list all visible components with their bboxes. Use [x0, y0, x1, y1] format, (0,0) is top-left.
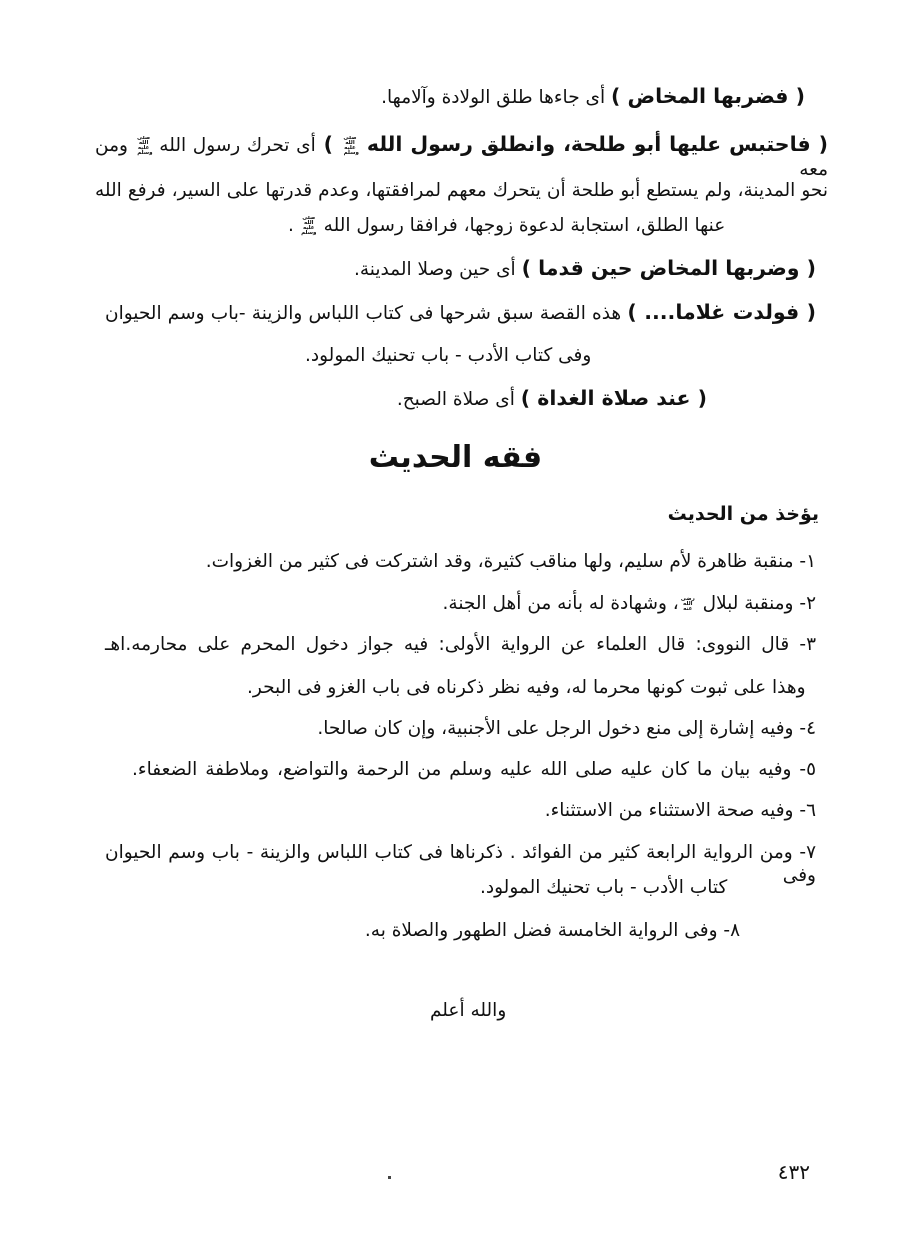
item-text: ٥- وفيه بيان ما كان عليه صلى الله عليه وسلم من الرحمة والتواضع، وملاطفة الضعفاء.: [132, 759, 816, 780]
fiqh-item-2: [443, 592, 816, 615]
commentary-text: ومن معه: [95, 135, 828, 180]
fiqh-item-8: [365, 919, 740, 942]
fiqh-item-3: [105, 633, 816, 656]
commentary-text: أى صلاة الصبح.: [396, 389, 521, 410]
commentary-line-6: [105, 300, 816, 326]
commentary-line-5: [354, 256, 816, 282]
section-heading: فقه الحديث: [368, 440, 543, 475]
section-subtitle: يؤخذ من الحديث: [667, 503, 819, 525]
commentary-line-3: [95, 179, 828, 202]
commentary-text: أى تحرك رسول الله: [152, 135, 316, 156]
lemma-bold-text: ( وضربها المخاض حين قدما ): [521, 256, 816, 280]
item-text: ٣- قال النووى: قال العلماء عن الرواية الأولى: فيه جواز دخول المحرم على محارمه.اهـ: [105, 634, 816, 655]
item-text: ٨- وفى الرواية الخامسة فضل الطهور والصلاة به.: [364, 920, 740, 941]
pbuh-honorific-icon: صلى الله عليه وسلم: [301, 216, 317, 236]
fiqh-item-4: [317, 717, 816, 740]
item-text: كتاب الأدب - باب تحنيك المولود.: [480, 877, 728, 898]
item-text: ٦- وفيه صحة الاستثناء من الاستثناء.: [544, 800, 816, 821]
item-text: ٧- ومن الرواية الرابعة كثير من الفوائد . ذكرناها فى كتاب اللباس والزينة - باب وسم الحيوان وفى: [105, 842, 816, 887]
pbuh-honorific-icon: صلى الله عليه وسلم: [343, 136, 359, 156]
fiqh-item-5: [132, 758, 816, 781]
lemma-bold-text: ( فولدت غلاما.... ): [627, 300, 816, 324]
commentary-line-4: [288, 214, 725, 237]
fiqh-item-1: [206, 550, 816, 573]
commentary-text: أى جاءها طلق الولادة وآلامها.: [381, 87, 612, 108]
fiqh-item-3-continuation: [247, 676, 806, 699]
item-text: ١- منقبة ظاهرة لأم سليم، ولها مناقب كثيرة، وقد اشتركت فى كثير من الغزوات.: [205, 551, 816, 572]
lemma-bold-text: ): [315, 132, 341, 156]
commentary-text: نحو المدينة، ولم يستطع أبو طلحة أن يتحرك معهم لمرافقتها، وعدم قدرتها على السير، فرفع الله: [95, 180, 828, 201]
pbuh-honorific-icon: صلى الله عليه وسلم: [137, 136, 153, 156]
commentary-line-8: [397, 386, 707, 412]
radi-allahu-anhu-honorific-icon: رضى الله عنه: [680, 596, 695, 612]
lemma-bold-text: ( فاحتبس عليها أبو طلحة، وانطلق رسول الله: [358, 132, 828, 156]
lemma-bold-text: ( عند صلاة الغداة ): [520, 386, 707, 410]
lemma-bold-text: ( فضربها المخاض ): [611, 84, 805, 108]
fiqh-item-7-continuation: [480, 876, 727, 899]
commentary-text: عنها الطلق، استجابة لدعوة زوجها، فرافقا رسول الله: [317, 215, 726, 236]
item-text: وهذا على ثبوت كونها محرما له، وفيه نظر ذكرناه فى باب الغزو فى البحر.: [247, 677, 806, 698]
scan-speck: [388, 1176, 391, 1179]
item-text: ، وشهادة له بأنه من أهل الجنة.: [442, 593, 679, 614]
item-text: ٤- وفيه إشارة إلى منع دخول الرجل على الأجنبية، وإن كان صالحا.: [317, 718, 816, 739]
commentary-text: وفى كتاب الأدب - باب تحنيك المولود.: [305, 345, 592, 366]
commentary-text: أى حين وصلا المدينة.: [353, 259, 522, 280]
page-number: ٤٣٢: [777, 1160, 810, 1184]
fiqh-item-6: [545, 799, 816, 822]
commentary-text: هذه القصة سبق شرحها فى كتاب اللباس والزينة -باب وسم الحيوان: [105, 303, 628, 324]
commentary-line-2: [95, 132, 828, 181]
commentary-text: .: [288, 215, 300, 236]
commentary-line-7: [305, 344, 591, 367]
closing-phrase: والله أعلم: [430, 1000, 507, 1021]
item-text: ٢- ومنقبة لبلال: [696, 593, 816, 614]
commentary-line-1: [381, 84, 805, 110]
